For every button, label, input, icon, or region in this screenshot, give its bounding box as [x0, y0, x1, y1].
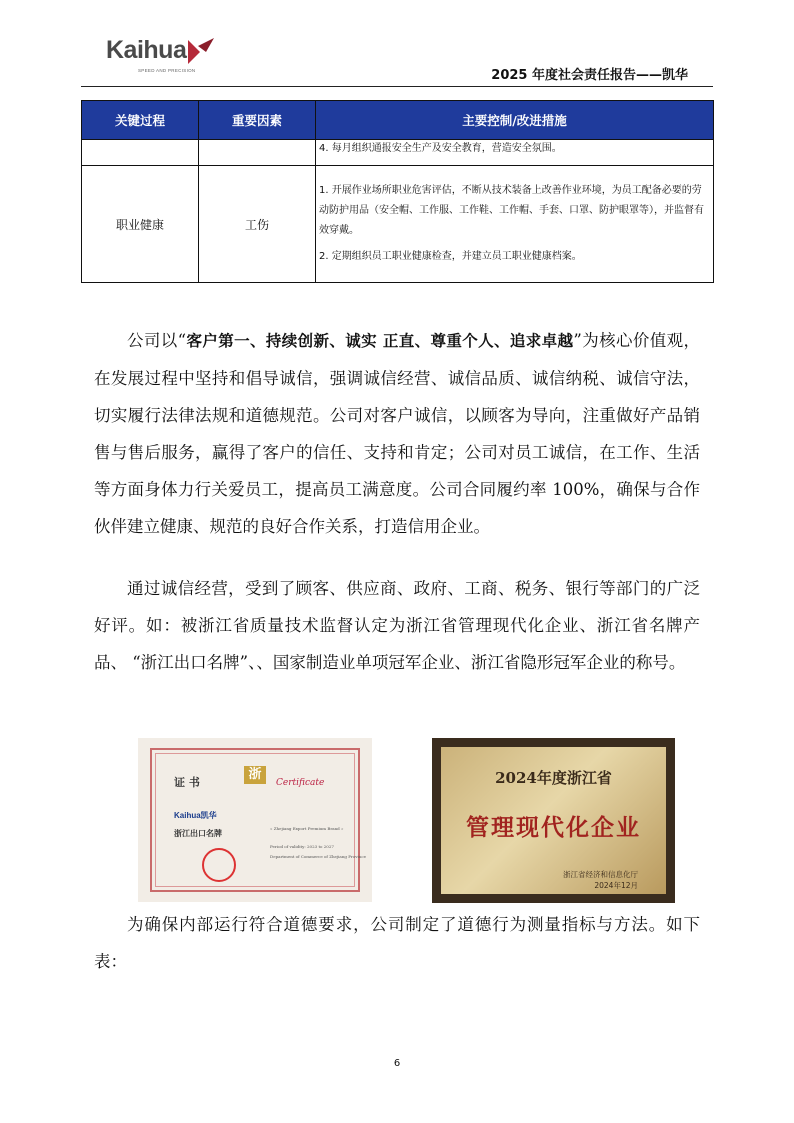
paragraph-text: 公司以“: [127, 331, 187, 350]
table-row: [82, 166, 714, 283]
certificate-issuer: Department of Commerce of Zhejiang Province: [270, 854, 366, 859]
logo-tagline: SPEED AND PRECISION: [138, 68, 196, 73]
plaque-gold-panel: [441, 747, 666, 894]
ethics-intro-paragraph: 为确保内部运行符合道德要求，公司制定了道德行为测量指标与方法。如下表：: [94, 915, 700, 971]
factor-cell: 工伤: [199, 166, 316, 283]
column-header: 主要控制/改进措施: [316, 101, 714, 140]
certificate-brand: Kaihua凯华: [174, 811, 217, 820]
measures-cell: [316, 140, 714, 166]
core-values-emphasis: 客户第一、持续创新、诚实 正直、尊重个人、追求卓越: [186, 332, 574, 350]
company-logo: [104, 36, 216, 76]
plaque-title: 管理现代化企业: [466, 814, 641, 841]
paragraph-text: ”为核心价值观，在发展过程中坚持和倡导诚信，强调诚信经营、诚信品质、诚信纳税、诚信守法，切实履行法律法规和道德规范。公司对客户诚信，以顾客为导向，注重做好产品销售与售后服务，赢得了客户的信任、支持和肯定；公司对员工诚信，在工作、生活等方面身体力行关爱员工，提高员工满意度。公司合同履约率 100%，确保与合作伙伴建立健康、规范的良好合作关系，打造信用企业。: [94, 331, 701, 536]
certificate-validity: Period of validity: 2023 to 2027: [270, 844, 334, 849]
measure-item: 2. 定期组织员工职业健康检查，并建立员工职业健康档案。: [319, 251, 582, 262]
plaque-issuer-block: [563, 869, 638, 891]
measure-item: 4. 每月组织通报安全生产及安全教育，营造安全氛围。: [319, 143, 562, 154]
certificate-title-en: Certificate: [276, 778, 325, 788]
measure-item: 1. 开展作业场所职业危害评估，不断从技术装备上改善作业环境，为员工配备必要的劳动防护用品（安全帽、工作服、工作鞋、工作帽、手套、口罩、防护眼罩等），并监督有效穿戴。: [319, 185, 704, 236]
column-header: 关键过程: [82, 101, 199, 140]
zhejiang-brand-logo-icon: 浙: [244, 766, 266, 784]
plaque-issuer: 浙江省经济和信息化厅: [563, 870, 638, 879]
certificate-award: 浙江出口名牌: [174, 828, 222, 838]
honors-paragraph: 通过诚信经营，受到了顾客、供应商、政府、工商、税务、银行等部门的广泛好评。如：被浙江省质量技术监督认定为浙江省管理现代化企业、浙江省名牌产品、 “浙江出口名牌”、、国家制造业单项冠军企业、浙江省隐形冠军企业的称号。: [94, 579, 700, 672]
measures-cell: [316, 166, 714, 283]
report-title: 2025 年度社会责任报告——凯华: [491, 68, 688, 83]
logo-k-icon: [184, 36, 216, 68]
process-control-table: [81, 100, 714, 283]
red-seal-stamp: [202, 848, 236, 882]
export-brand-certificate-photo: [138, 738, 372, 902]
column-header: 重要因素: [199, 101, 316, 140]
plaque-date: 2024年12月: [594, 881, 638, 890]
plaque-year-line: 2024年度浙江省: [495, 769, 612, 787]
header-rule: [81, 86, 713, 87]
core-values-paragraph: [94, 322, 700, 545]
table-header-row: [82, 101, 714, 140]
page-number: 6: [393, 1058, 401, 1069]
process-cell: 职业健康: [82, 166, 199, 283]
table-row: [82, 140, 714, 166]
process-cell: [82, 140, 199, 166]
factor-cell: [199, 140, 316, 166]
certificate-award-en: « Zhejiang Export Premium Brand »: [270, 826, 344, 831]
logo-wordmark: Kaihua: [106, 36, 187, 64]
modern-management-plaque-photo: [432, 738, 675, 903]
certificate-title-cn: 证 书: [174, 776, 200, 789]
